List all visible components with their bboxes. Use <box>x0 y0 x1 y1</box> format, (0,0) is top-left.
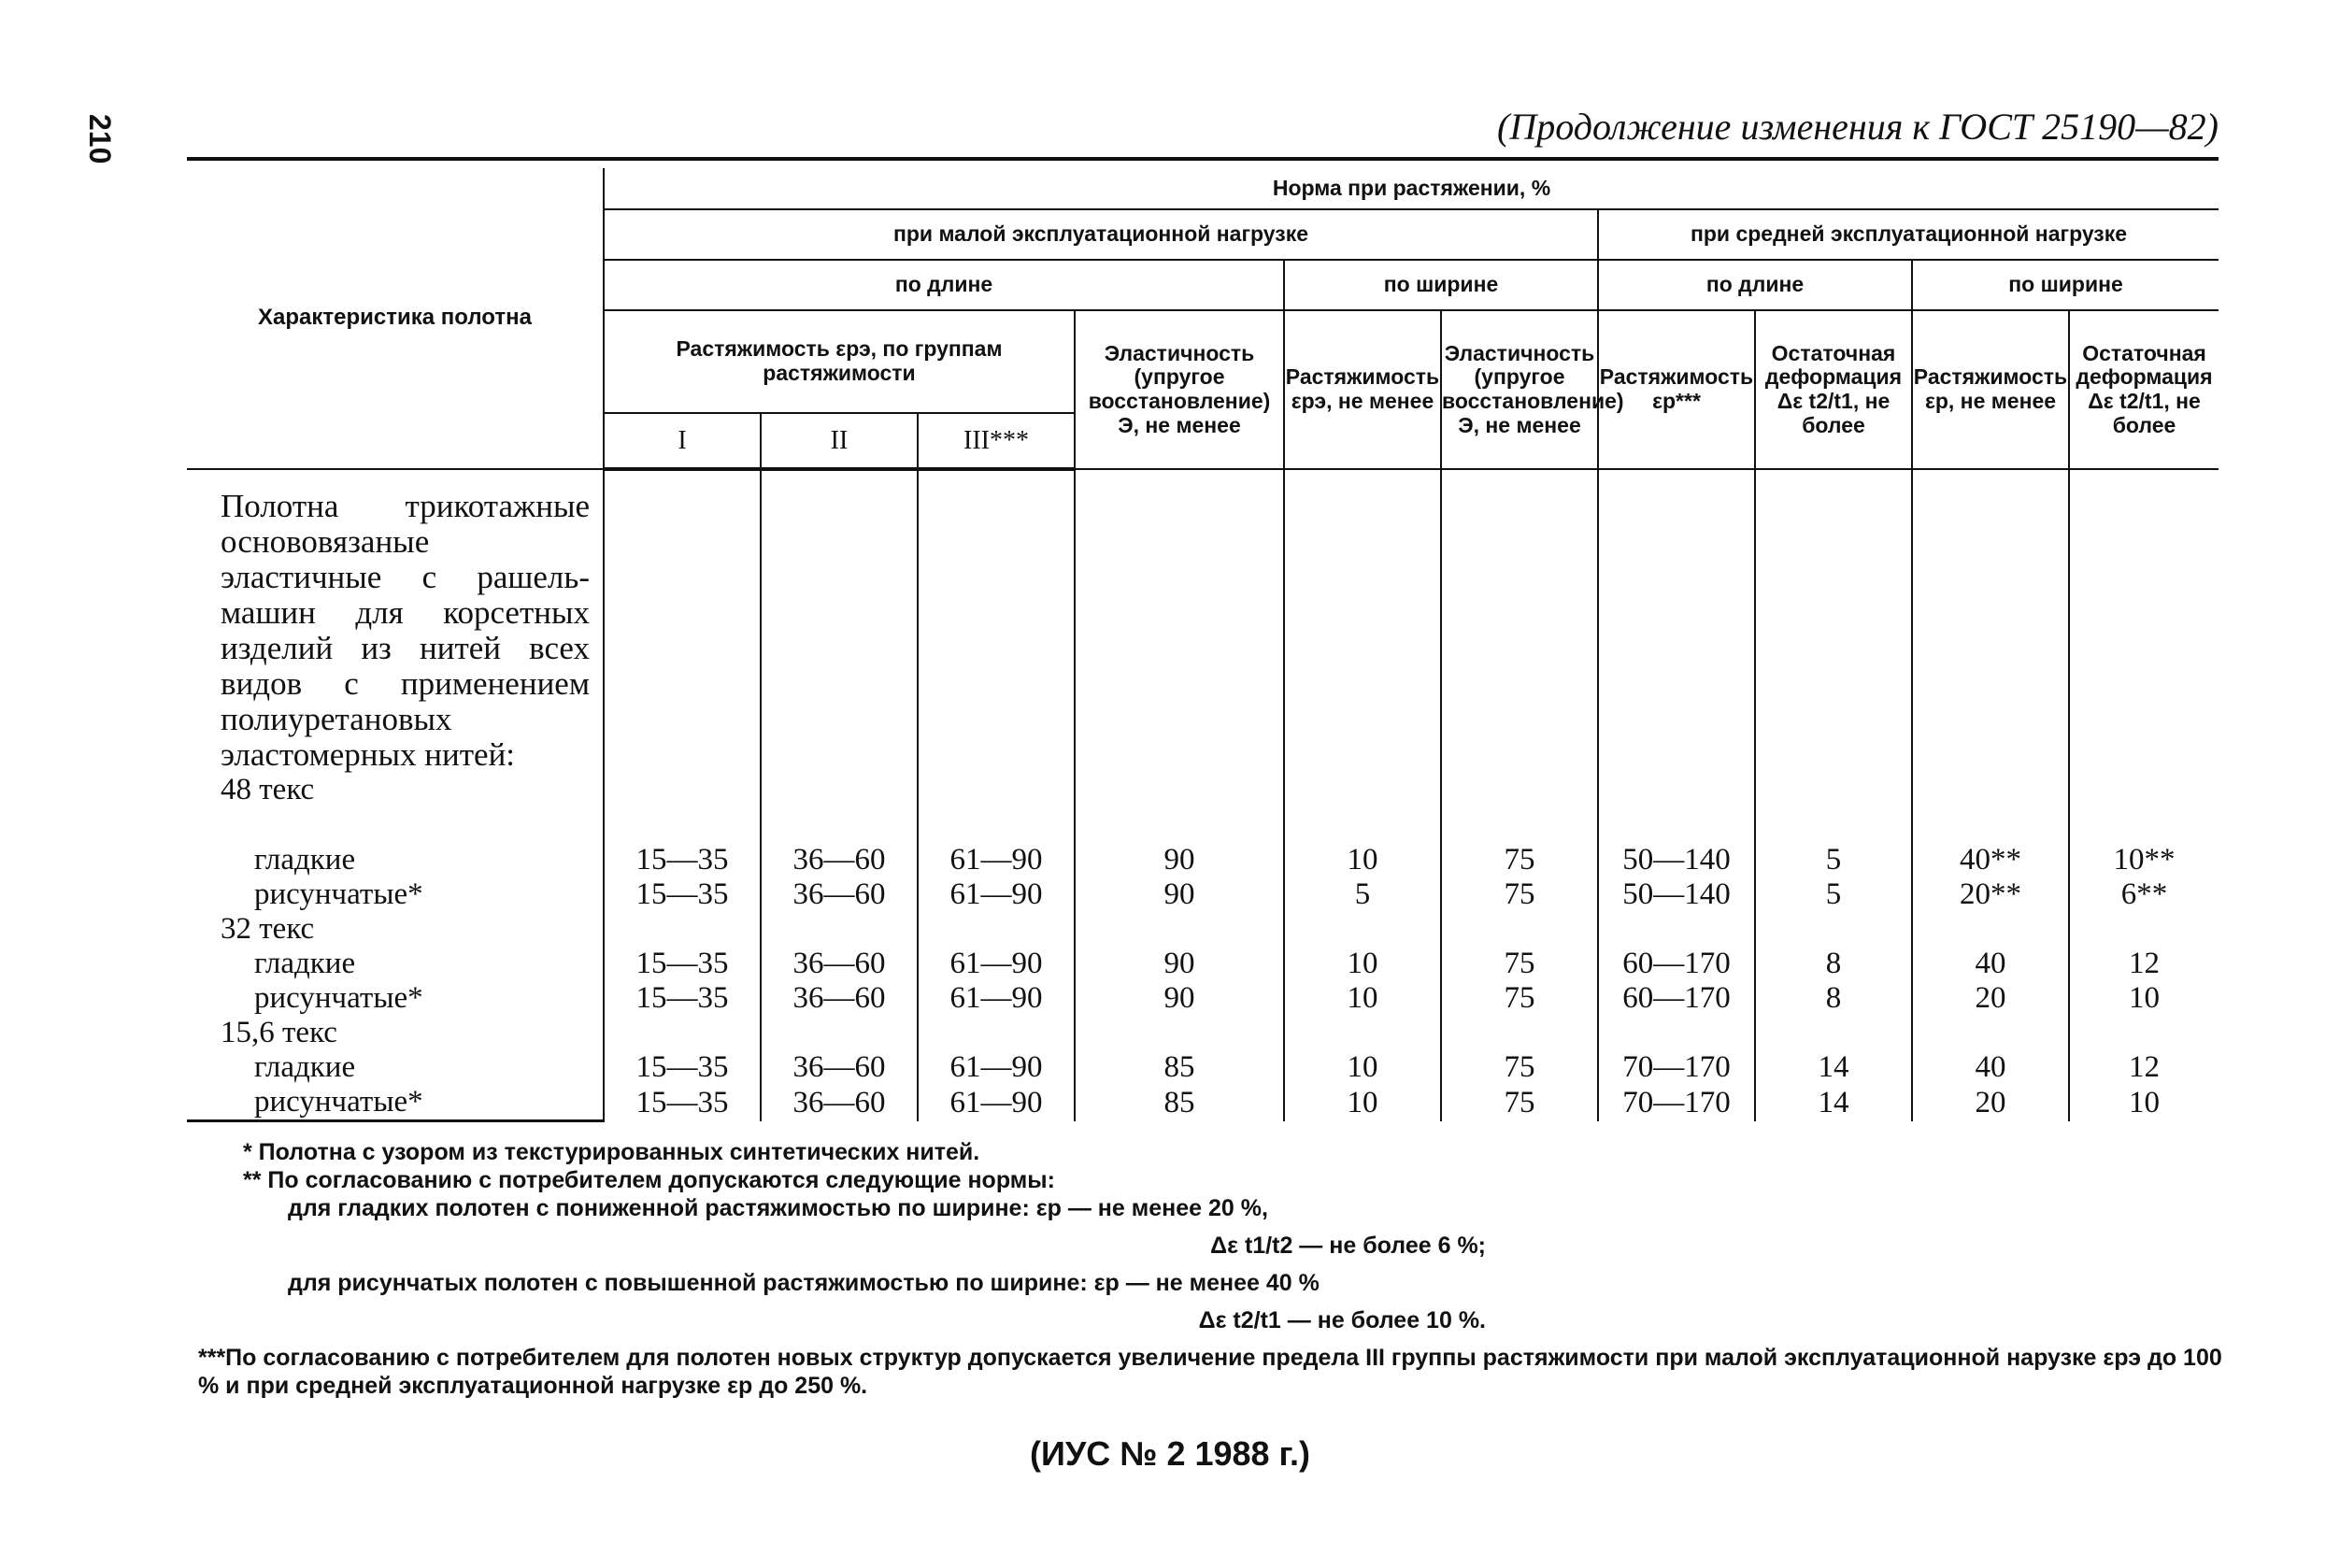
cell: 8 <box>1755 947 1912 981</box>
cell: 61—90 <box>918 1050 1075 1085</box>
cell: 5 <box>1755 877 1912 912</box>
table-row <box>187 877 2219 912</box>
header-group-i: I <box>604 413 761 469</box>
cell: 5 <box>1284 877 1441 912</box>
cell: 12 <box>2069 1050 2219 1085</box>
header-mid-by-width: по ширине <box>1912 260 2219 310</box>
group-label-48: 48 текс <box>221 773 315 806</box>
cell: 20 <box>1912 1085 2069 1121</box>
publication-note: (ИУС № 2 1988 г.) <box>1030 1434 1310 1473</box>
table-row <box>187 843 2219 877</box>
row-name: гладкие <box>254 947 356 980</box>
cell: 70—170 <box>1598 1050 1755 1085</box>
cell: 50—140 <box>1598 843 1755 877</box>
footnote-2a: для гладких полотен с пониженной растяжимостью по ширине: εр — не менее 20 %, <box>288 1195 1268 1221</box>
cell: 61—90 <box>918 843 1075 877</box>
cell: 6** <box>2069 877 2219 912</box>
cell: 75 <box>1441 843 1598 877</box>
header-group-iii: III*** <box>918 413 1075 469</box>
header-mid-load: при средней эксплуатационной нагрузке <box>1598 209 2219 260</box>
cell: 40 <box>1912 947 2069 981</box>
cell: 61—90 <box>918 981 1075 1016</box>
row-name: рисунчатые* <box>187 1085 604 1121</box>
cell: 15—35 <box>604 981 761 1016</box>
cell: 15—35 <box>604 1085 761 1121</box>
cell: 15—35 <box>604 877 761 912</box>
cell: 12 <box>2069 947 2219 981</box>
footnote-2d: Δε t2/t1 — не более 10 %. <box>1198 1307 1486 1333</box>
cell: 60—170 <box>1598 981 1755 1016</box>
header-elasticity-width: Эластичность (упругое восстановление) Э, не менее <box>1441 310 1598 469</box>
header-low-by-width: по ширине <box>1284 260 1598 310</box>
cell: 10 <box>2069 1085 2219 1121</box>
cell: 8 <box>1755 981 1912 1016</box>
cell: 75 <box>1441 947 1598 981</box>
cell: 10 <box>1284 947 1441 981</box>
row-name: рисунчатые* <box>254 877 423 911</box>
cell: 50—140 <box>1598 877 1755 912</box>
header-stretch-groups: Растяжимость εрэ, по группам растяжимости <box>604 310 1075 413</box>
header-residual-length: Остаточная деформация Δε t2/t1, не более <box>1755 310 1912 469</box>
cell: 20** <box>1912 877 2069 912</box>
header-stretch-width-low: Растяжимость εрэ, не менее <box>1284 310 1441 469</box>
cell: 10 <box>1284 843 1441 877</box>
cell: 36—60 <box>761 947 918 981</box>
cell: 75 <box>1441 877 1598 912</box>
footnote-2b: Δε t1/t2 — не более 6 %; <box>1210 1233 1486 1259</box>
cell: 10** <box>2069 843 2219 877</box>
intro-text: Полотна трикотажные основовязаные эластичные с рашель-машин для корсетных изделий из нитей всех видов с применением полиуретановых эластомерных нитей: <box>221 488 590 773</box>
row-name: гладкие <box>254 843 356 877</box>
header-norm: Норма при растяжении, % <box>604 168 2219 209</box>
footnote-1: * Полотна с узором из текстурированных синтетических нитей. <box>243 1139 980 1165</box>
row-name: гладкие <box>254 1050 356 1084</box>
header-mid-by-length: по длине <box>1598 260 1912 310</box>
cell: 90 <box>1075 843 1284 877</box>
cell: 15—35 <box>604 947 761 981</box>
header-rule <box>187 157 2219 161</box>
cell: 36—60 <box>761 1050 918 1085</box>
table-row <box>187 947 2219 981</box>
cell: 10 <box>1284 981 1441 1016</box>
cell: 70—170 <box>1598 1085 1755 1121</box>
cell: 85 <box>1075 1050 1284 1085</box>
norms-table <box>187 168 2219 1122</box>
table-row <box>187 1085 2219 1121</box>
cell: 36—60 <box>761 981 918 1016</box>
col-header-characteristic: Характеристика полотна <box>187 168 604 469</box>
footnote-2c: для рисунчатых полотен с повышенной растяжимостью по ширине: εр — не менее 40 % <box>288 1270 1320 1296</box>
group-label-15-6: 15,6 текс <box>221 1016 337 1049</box>
header-low-by-length: по длине <box>604 260 1284 310</box>
cell: 90 <box>1075 947 1284 981</box>
cell: 10 <box>1284 1050 1441 1085</box>
page-number: 210 <box>83 114 117 164</box>
cell: 10 <box>2069 981 2219 1016</box>
cell: 14 <box>1755 1085 1912 1121</box>
cell: 90 <box>1075 877 1284 912</box>
cell: 61—90 <box>918 947 1075 981</box>
table-row <box>187 1050 2219 1085</box>
table-row <box>187 981 2219 1016</box>
cell: 15—35 <box>604 843 761 877</box>
cell: 85 <box>1075 1085 1284 1121</box>
header-residual-width: Остаточная деформация Δε t2/t1, не более <box>2069 310 2219 469</box>
header-elasticity-length: Эластичность (упругое восстановление) Э, не менее <box>1075 310 1284 469</box>
cell: 60—170 <box>1598 947 1755 981</box>
cell: 75 <box>1441 1085 1598 1121</box>
group-label-32: 32 текс <box>221 912 315 946</box>
header-group-ii: II <box>761 413 918 469</box>
cell: 61—90 <box>918 1085 1075 1121</box>
cell: 15—35 <box>604 1050 761 1085</box>
footnote-3: ***По согласованию с потребителем для полотен новых структур допускается увеличение предела III группы растяжимости при малой эксплуатационной нарузке εрэ до 100 % и при средней эксплуатационной нагрузке εр до 250 %. <box>198 1345 2222 1399</box>
cell: 36—60 <box>761 843 918 877</box>
cell: 20 <box>1912 981 2069 1016</box>
header-stretch-mid-width: Растяжимость εр, не менее <box>1912 310 2069 469</box>
cell: 36—60 <box>761 877 918 912</box>
cell: 5 <box>1755 843 1912 877</box>
footnote-2: ** По согласованию с потребителем допускаются следующие нормы: <box>243 1167 1055 1193</box>
cell: 40 <box>1912 1050 2069 1085</box>
row-name: рисунчатые* <box>254 981 423 1015</box>
cell: 75 <box>1441 1050 1598 1085</box>
cell: 10 <box>1284 1085 1441 1121</box>
footnotes <box>198 1138 2224 1400</box>
header-stretch-mid-length: Растяжимость εр*** <box>1598 310 1755 469</box>
cell: 90 <box>1075 981 1284 1016</box>
cell: 75 <box>1441 981 1598 1016</box>
header-low-load: при малой эксплуатационной нагрузке <box>604 209 1598 260</box>
cell: 36—60 <box>761 1085 918 1121</box>
cell: 61—90 <box>918 877 1075 912</box>
cell: 40** <box>1912 843 2069 877</box>
document-header-title: (Продолжение изменения к ГОСТ 25190—82) <box>1497 106 2219 148</box>
cell: 14 <box>1755 1050 1912 1085</box>
